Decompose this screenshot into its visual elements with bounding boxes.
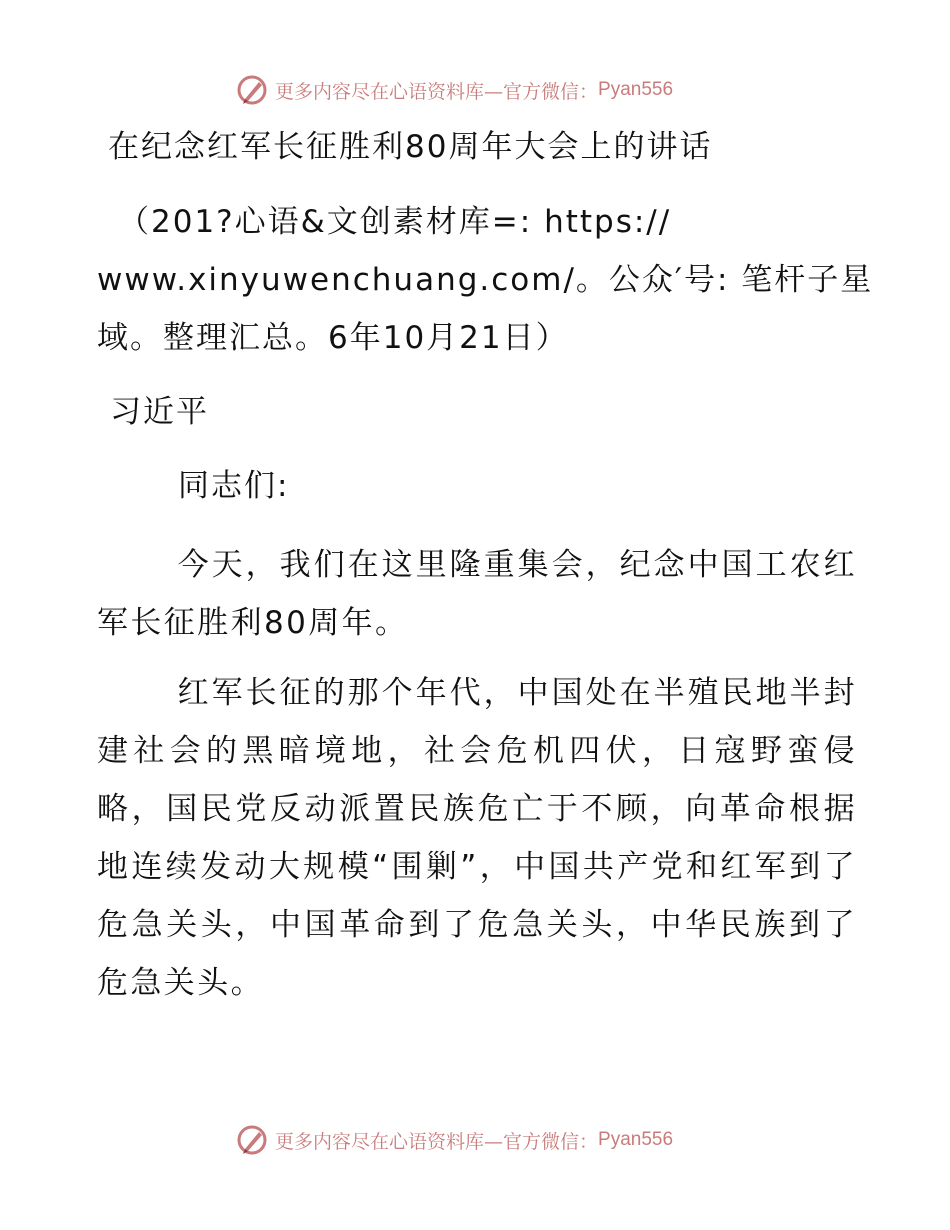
banner-handle: Pyan556 — [598, 79, 674, 100]
banner-text: 更多内容尽在心语资料库—官方微信： — [275, 1130, 599, 1153]
paragraph-2 — [97, 664, 857, 1012]
salutation: 同志们: — [178, 468, 290, 504]
paragraph-1 — [97, 536, 857, 652]
author-name: 习近平 — [110, 394, 209, 430]
footer-banner — [235, 1122, 673, 1158]
source-note-line-3: 域。整理汇总。6年10月21日） — [97, 320, 569, 356]
document-title: 在纪念红军长征胜利80周年大会上的讲话 — [108, 129, 713, 165]
pen-logo-icon — [235, 73, 269, 107]
paragraph-2-text: 红军长征的那个年代，中国处在半殖民地半封建社会的黑暗境地，社会危机四伏，日寇野蛮侵略，国民党反动派置民族危亡于不顾，向革命根据地连续发动大规模“围剿”，中国共产党和红军到了危急关头，中国革命到了危急关头，中华民族到了危急关头。 — [97, 675, 857, 1001]
source-note-line-1: （201?心语&文创素材库=: https:// — [118, 204, 672, 240]
banner-handle: Pyan556 — [598, 1129, 674, 1150]
header-banner — [235, 72, 673, 108]
source-note-line-2: www.xinyuwenchuang.com/。公众′号: 笔杆子星 — [97, 262, 874, 298]
banner-text: 更多内容尽在心语资料库—官方微信： — [275, 80, 599, 103]
pen-logo-icon — [235, 1123, 269, 1157]
paragraph-1-text: 今天，我们在这里隆重集会，纪念中国工农红军长征胜利80周年。 — [97, 547, 857, 641]
